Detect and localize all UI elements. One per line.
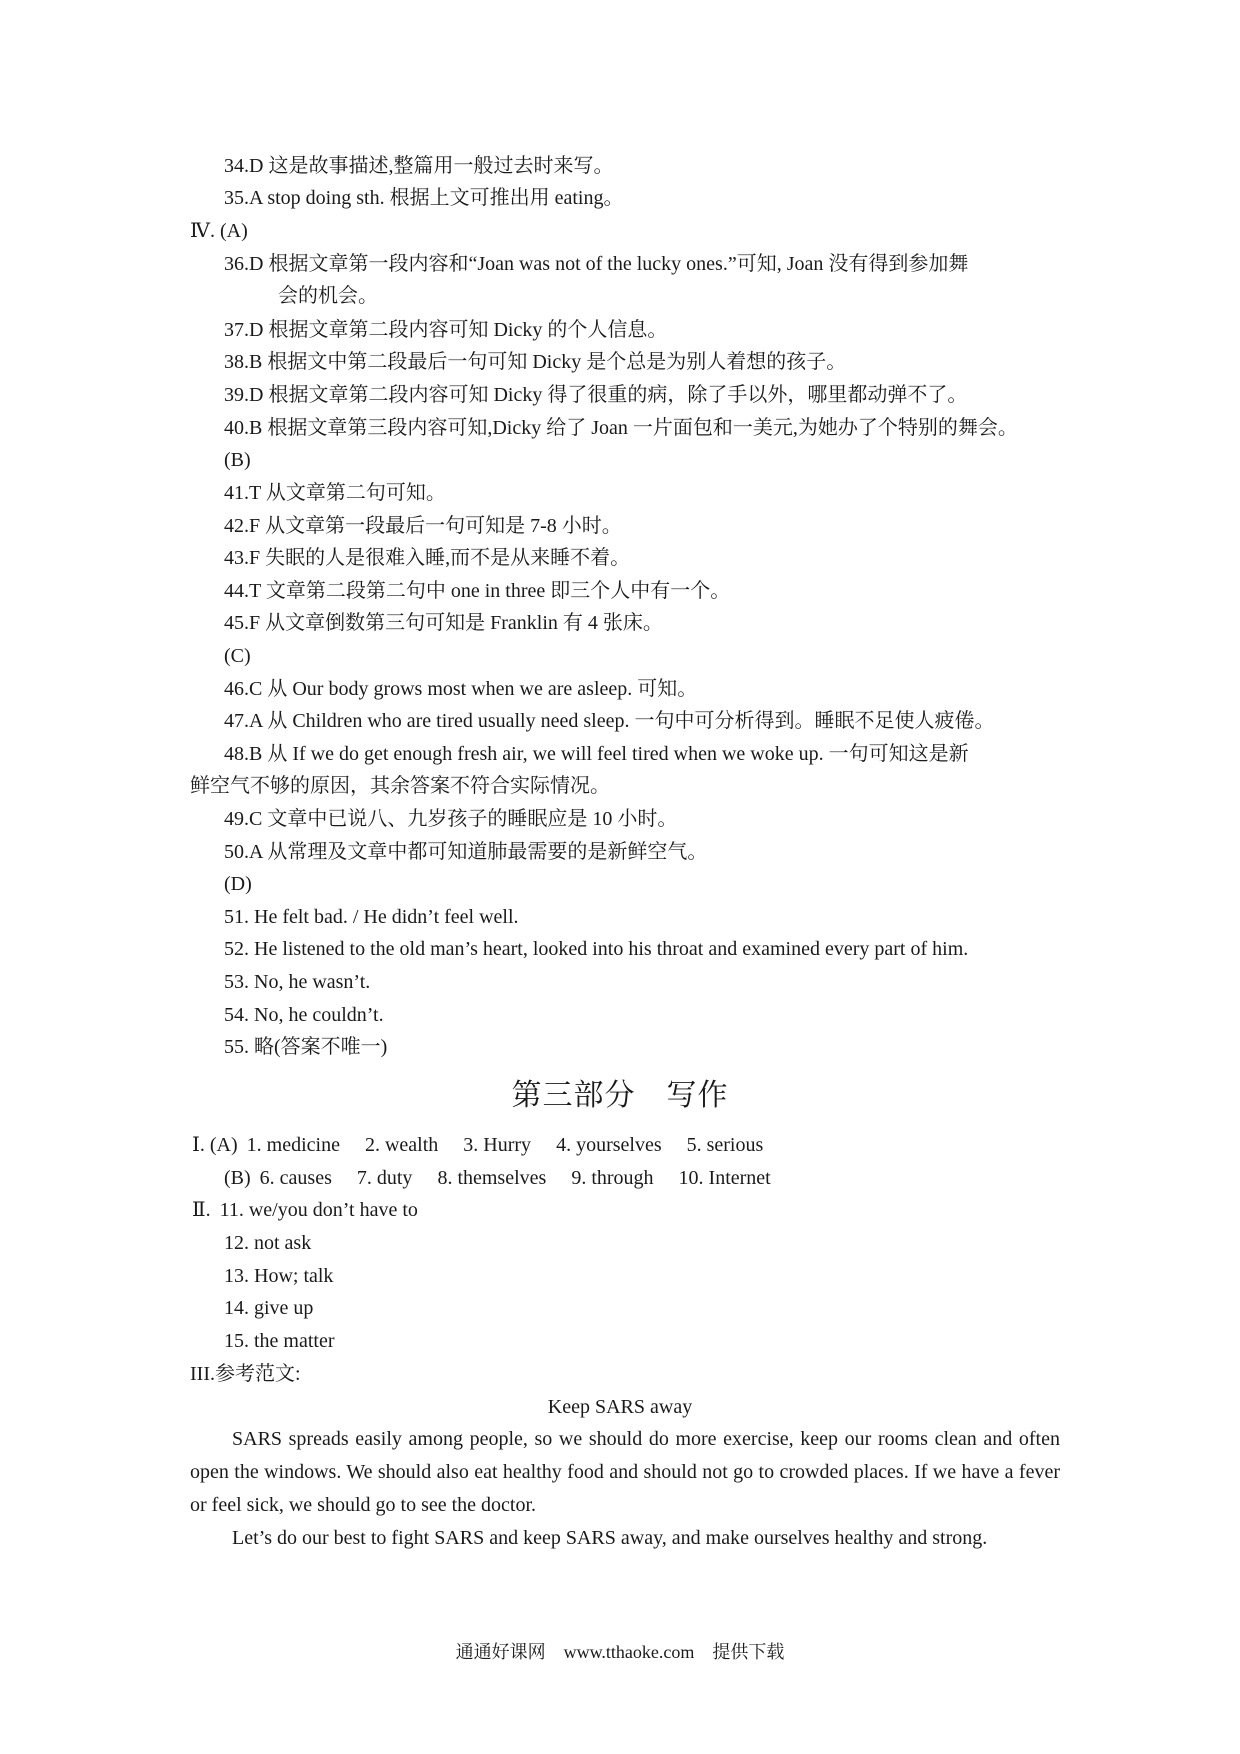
- answer-34: 34.D 这是故事描述,整篇用一般过去时来写。: [224, 155, 614, 177]
- answer-40: 40.B 根据文章第三段内容可知,Dicky 给了 Joan 一片面包和一美元,为她办了个特别的舞会。: [224, 417, 1018, 439]
- section-3-heading: III.参考范文:: [190, 1363, 301, 1385]
- section-1a-label: Ⅰ. (A): [192, 1134, 238, 1156]
- answer-52: 52. He listened to the old man’s heart, looked into his throat and examined every part of him.: [224, 938, 969, 960]
- vocab-answer-3: 3. Hurry: [463, 1134, 532, 1156]
- answer-48: 48.B 从 If we do get enough fresh air, we will feel tired when we woke up. 一句可知这是新: [224, 743, 969, 765]
- answer-36-cont: 会的机会。: [278, 285, 378, 307]
- answer-46: 46.C 从 Our body grows most when we are asleep. 可知。: [224, 678, 698, 700]
- section-4-heading: Ⅳ. (A): [190, 220, 248, 242]
- essay-paragraph-2: Let’s do our best to fight SARS and keep SARS away, and make ourselves healthy and strong.: [232, 1527, 988, 1549]
- vocab-answer-10: 10. Internet: [678, 1167, 771, 1189]
- fill-answer-14: 14. give up: [224, 1297, 314, 1319]
- answer-54: 54. No, he couldn’t.: [224, 1004, 384, 1026]
- part-3-title: 第三部分 写作: [511, 1079, 729, 1112]
- section-2-row: [192, 1198, 418, 1222]
- vocab-answer-1: 1. medicine: [246, 1134, 340, 1156]
- answer-51: 51. He felt bad. / He didn’t feel well.: [224, 906, 519, 928]
- vocab-answer-8: 8. themselves: [437, 1167, 547, 1189]
- answer-47: 47.A 从 Children who are tired usually need sleep. 一句中可分析得到。睡眠不足使人疲倦。: [224, 710, 995, 732]
- answer-49: 49.C 文章中已说八、九岁孩子的睡眠应是 10 小时。: [224, 808, 678, 830]
- subsection-c-heading: (C): [224, 645, 251, 667]
- vocab-answer-7: 7. duty: [356, 1167, 413, 1189]
- answer-37: 37.D 根据文章第二段内容可知 Dicky 的个人信息。: [224, 319, 668, 341]
- answer-53: 53. No, he wasn’t.: [224, 971, 371, 993]
- section-2-label: Ⅱ.: [192, 1199, 211, 1221]
- answer-42: 42.F 从文章第一段最后一句可知是 7-8 小时。: [224, 515, 622, 537]
- vocab-answer-4: 4. yourselves: [556, 1134, 662, 1156]
- vocab-answer-9: 9. through: [571, 1167, 654, 1189]
- page-footer: 通通好课网 www.tthaoke.com 提供下载: [455, 1642, 785, 1662]
- answer-50: 50.A 从常理及文章中都可知道肺最需要的是新鲜空气。: [224, 841, 708, 863]
- answer-36: 36.D 根据文章第一段内容和“Joan was not of the lucky ones.”可知, Joan 没有得到参加舞: [224, 253, 969, 275]
- essay-title: Keep SARS away: [547, 1396, 693, 1418]
- answer-44: 44.T 文章第二段第二句中 one in three 即三个人中有一个。: [224, 580, 731, 602]
- fill-answer-11: 11. we/you don’t have to: [219, 1199, 418, 1221]
- answer-39: 39.D 根据文章第二段内容可知 Dicky 得了很重的病，除了手以外，哪里都动弹不了。: [224, 384, 968, 406]
- section-1a-row: [192, 1133, 763, 1157]
- section-1b-row: [224, 1166, 771, 1190]
- subsection-d-heading: (D): [224, 873, 252, 895]
- answer-55: 55. 略(答案不唯一): [224, 1036, 388, 1058]
- vocab-answer-5: 5. serious: [686, 1134, 764, 1156]
- vocab-answer-6: 6. causes: [259, 1167, 332, 1189]
- answer-41: 41.T 从文章第二句可知。: [224, 482, 446, 504]
- fill-answer-12: 12. not ask: [224, 1232, 312, 1254]
- section-1b-label: (B): [224, 1167, 251, 1189]
- essay-paragraph-1: SARS spreads easily among people, so we should do more exercise, keep our rooms clean and often open the windows. We should also eat healthy food and should not go to crowded places. If we have a fever or feel sick, we should go to see the doctor.: [190, 1428, 1060, 1516]
- subsection-b-heading: (B): [224, 449, 251, 471]
- answer-48-cont: 鲜空气不够的原因，其余答案不符合实际情况。: [190, 775, 610, 797]
- answer-38: 38.B 根据文中第二段最后一句可知 Dicky 是个总是为别人着想的孩子。: [224, 351, 847, 373]
- answer-45: 45.F 从文章倒数第三句可知是 Franklin 有 4 张床。: [224, 612, 663, 634]
- answer-35: 35.A stop doing sth. 根据上文可推出用 eating。: [224, 187, 624, 209]
- answer-43: 43.F 失眠的人是很难入睡,而不是从来睡不着。: [224, 547, 631, 569]
- fill-answer-15: 15. the matter: [224, 1330, 335, 1352]
- fill-answer-13: 13. How; talk: [224, 1265, 334, 1287]
- vocab-answer-2: 2. wealth: [364, 1134, 439, 1156]
